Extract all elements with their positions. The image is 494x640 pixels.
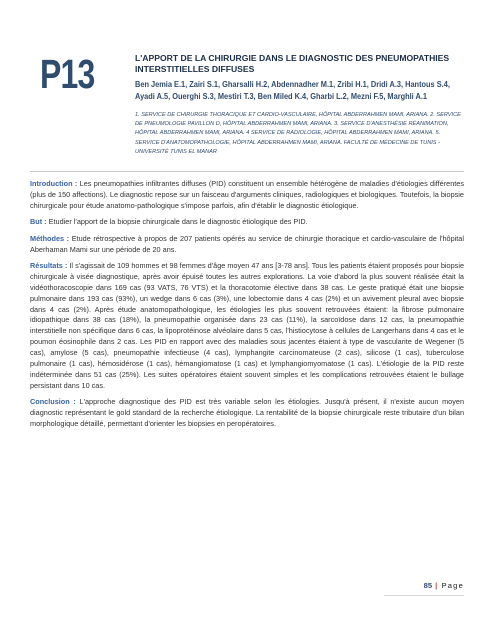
section-introduction — [30, 179, 464, 212]
section-label: Méthodes : — [30, 233, 70, 243]
section-conclusion — [30, 397, 464, 430]
page-label: Page — [441, 581, 464, 590]
section-methodes — [30, 234, 464, 256]
affiliations: 1. SERVICE DE CHIRURGIE THORACIQUE ET CARDIO-VASCULAIRE, HÔPITAL ABDERRAHMEN MAMI, ARIANA. 2. SERVICE DE PNEUMOLOGIE PAVILLON D, HÔPITAL ABDERRAHMEN MAMI, ARIANA. 3. SERVICE D'ANESTHÉSIE RÉANIMATION, HÔPITAL ABDERRAHMEN MAMI, ARIANA. 4 SERVICE DE RADIOLOGIE, HÔPITAL ABDERRAHMEN MAMI, ARIANA. 5. SERVICE D'ANATOMOPATHOLOGIE, HÔPITAL ABDERRAHMEN MAMI, ARIANA. FACULTÉ DE MÉDECINE DE TUNIS - UNIVERSITÉ TUNIS EL MANAR — [135, 112, 461, 155]
page-footer — [424, 581, 464, 590]
section-text: L'approche diagnostique des PID est très variable selon les étiologies. Jusqu'à présent, il n'existe aucun moyen diagnostic représentant le gold standard de la recherche étiologique. La rentabilité de la biopsie chirurgicale reste tributaire d'un bilan morphologique détaillé, permettant d'orienter les biopsies en peropératoires. — [30, 397, 464, 429]
author-list: Ben Jemia E.1, Zairi S.1, Gharsalli H.2, Abdennadher M.1, Zribi H.1, Dridi A.3, Hantous S.4, Ayadi A.5, Ouerghi S.3, Mestiri T.3, Ben Miled K.4, Gharbi L.2, Mezni F.5, Marghli A.1 — [135, 79, 450, 101]
abstract-header — [135, 53, 465, 157]
header-divider — [30, 171, 464, 172]
abstract-body — [30, 179, 464, 436]
section-label: Introduction : — [30, 179, 78, 188]
abstract-badge: P13 — [40, 51, 95, 97]
page-number: 85 — [423, 581, 433, 590]
section-resultats — [30, 261, 464, 392]
section-label: Conclusion : — [30, 397, 76, 407]
footer-separator: | — [435, 581, 439, 590]
section-label: Résultats : — [30, 260, 68, 270]
footer-divider — [384, 595, 464, 596]
section-text: Etude rétrospective à propos de 207 patients opérés au service de chirurgie thoracique et cardio-vasculaire de l'hôpital Aberhaman Mami sur une période de 20 ans. — [30, 233, 464, 254]
section-but — [30, 217, 464, 228]
section-text: Les pneumopathies infiltrantes diffuses (PID) constituent un ensemble hétérogène de maladies d'étiologies différentes (plus de 150 affections). Le diagnostic repose sur un faisceau d'arguments cliniques, radiologiques et biologiques. Toutefois, la biopsie chirurgicale pour étude anatomo-pathologique s'impose parfois, afin d'établir le diagnostic étiologique. — [30, 179, 464, 210]
abstract-title: L'APPORT DE LA CHIRURGIE DANS LE DIAGNOSTIC DES PNEUMOPATHIES INTERSTITIELLES DIFFUSES — [135, 53, 450, 74]
section-text: Il s'agissait de 109 hommes et 98 femmes d'âge moyen 47 ans [3-78 ans]. Tous les patients étaient proposés pour biopsie chirurgicale à visée diagnostique, après avoir épuisé toutes les autres explorations. La voie d'abord la plus souvent réalisée était la vidéothoracoscopie dans 169 cas (93 VATS, 76 VTS) et la thoracotomie élective dans 38 cas. Le geste pratiqué était une biopsie pulmonaire dans 193 cas (93%), un wedge dans 6 cas (3%), une lobectomie dans 4 cas (2%) et un avivement pleural avec biopsie dans 4 cas (2%). Après étude anatomopathologique, les étiologies les plus souvent retrouvées étaient: la fibrose pulmonaire idiopathique dans 38 cas (18%), la pneumopathie organisée dans 23 cas (11%), la sarcoïdose dans 12 cas, la pneumopathie interstitielle non spécifique dans 6 cas, la lipoprotéinose alvéolaire dans 5 cas, l'histiocytose à cellules de Langerhans dans 4 cas et le poumon éosinophile dans 2 cas. Les PID en rapport avec des maladies sous jacentes étaient à type de vascularite de Wegener (5 cas), amylose (5 cas), pneumopathie infectieuse (4 cas), lymphangite carcinomateuse (2 cas), silicose (1 cas), tuberculose pulmonaire (1 cas), hémosidérose (1 cas), hémangiomatose (1 cas) et lymphangiomyomatose (1 cas). L'étiologie de la PID reste indéterminée dans 51 cas (25%). Les suites opératoires étaient souvent simples et les complications retrouvées étaient le bullage persistant dans 10 cas. — [30, 260, 465, 390]
section-text: Etudier l'apport de la biopsie chirurgicale dans le diagnostic étiologique des PID. — [46, 217, 308, 227]
section-label: But : — [30, 217, 47, 227]
